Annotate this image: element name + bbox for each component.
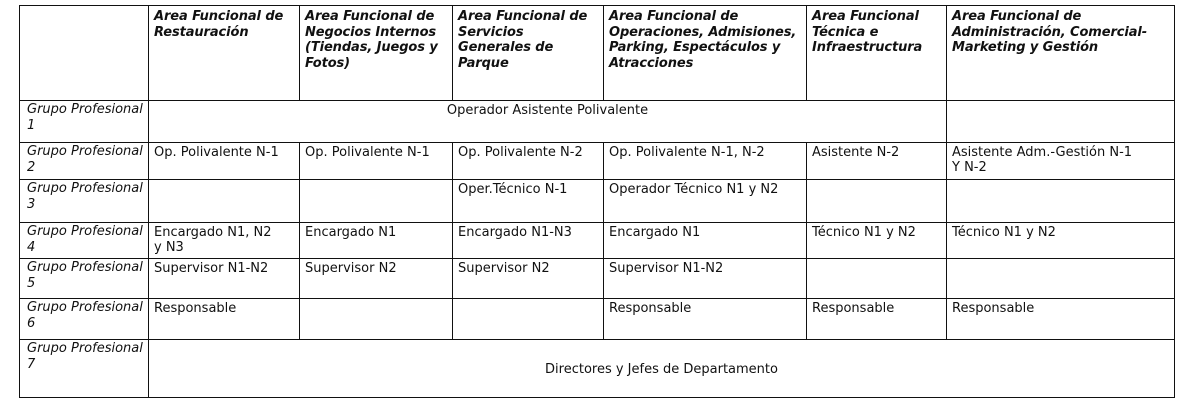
header-negocios-internos: Area Funcional de Negocios Internos (Tiendas, Juegos y Fotos): [300, 6, 453, 101]
group-5-servicios-cell: Supervisor N2: [453, 259, 604, 299]
group-6-tecnica-cell: Responsable: [807, 299, 947, 340]
header-administracion: Area Funcional de Administración, Comercial-Marketing y Gestión: [947, 6, 1175, 101]
group-4-admin-cell: Técnico N1 y N2: [947, 223, 1175, 259]
professional-groups-table: [19, 5, 1175, 398]
group-label-3: Grupo Profesional 3: [20, 180, 149, 223]
group-2-admin-cell: Asistente Adm.-Gestión N-1 Y N-2: [947, 143, 1175, 180]
group-3-admin-cell: [947, 180, 1175, 223]
group-3-operaciones-cell: Operador Técnico N1 y N2: [604, 180, 807, 223]
table-row-group-1: [20, 101, 1175, 143]
group-6-restauracion-cell: Responsable: [149, 299, 300, 340]
group-6-operaciones-cell: Responsable: [604, 299, 807, 340]
header-restauracion: Area Funcional de Restauración: [149, 6, 300, 101]
group-2-restauracion-cell: Op. Polivalente N-1: [149, 143, 300, 180]
group-4-operaciones-cell: Encargado N1: [604, 223, 807, 259]
group-label-7: Grupo Profesional 7: [20, 340, 149, 398]
group-2-tecnica-cell: Asistente N-2: [807, 143, 947, 180]
header-servicios-generales: Area Funcional de Servicios Generales de Parque: [453, 6, 604, 101]
header-operaciones: Area Funcional de Operaciones, Admisiones, Parking, Espectáculos y Atracciones: [604, 6, 807, 101]
group-4-servicios-cell: Encargado N1-N3: [453, 223, 604, 259]
group-6-negocios-cell: [300, 299, 453, 340]
table-row-group-5: [20, 259, 1175, 299]
group-7-span-cell: Directores y Jefes de Departamento: [149, 340, 1175, 398]
group-3-restauracion-cell: [149, 180, 300, 223]
group-2-negocios-cell: Op. Polivalente N-1: [300, 143, 453, 180]
table-row-group-7: [20, 340, 1175, 398]
table-row-group-2: [20, 143, 1175, 180]
group-5-negocios-cell: Supervisor N2: [300, 259, 453, 299]
group-4-tecnica-cell: Técnico N1 y N2: [807, 223, 947, 259]
group-4-restauracion-cell: Encargado N1, N2 y N3: [149, 223, 300, 259]
group-label-6: Grupo Profesional 6: [20, 299, 149, 340]
group-1-span-cell: Operador Asistente Polivalente: [149, 101, 947, 143]
group-label-2: Grupo Profesional 2: [20, 143, 149, 180]
group-5-restauracion-cell: Supervisor N1-N2: [149, 259, 300, 299]
group-5-operaciones-cell: Supervisor N1-N2: [604, 259, 807, 299]
group-1-admin-cell: [947, 101, 1175, 143]
header-tecnica: Area Funcional Técnica e Infraestructura: [807, 6, 947, 101]
group-label-5: Grupo Profesional 5: [20, 259, 149, 299]
table-row-group-3: [20, 180, 1175, 223]
table-row-group-6: [20, 299, 1175, 340]
group-6-servicios-cell: [453, 299, 604, 340]
group-4-negocios-cell: Encargado N1: [300, 223, 453, 259]
group-5-tecnica-cell: [807, 259, 947, 299]
table-row-group-4: [20, 223, 1175, 259]
group-3-negocios-cell: [300, 180, 453, 223]
group-2-servicios-cell: Op. Polivalente N-2: [453, 143, 604, 180]
group-3-servicios-cell: Oper.Técnico N-1: [453, 180, 604, 223]
header-corner-cell: [20, 6, 149, 101]
group-3-tecnica-cell: [807, 180, 947, 223]
header-row: [20, 6, 1175, 101]
group-6-admin-cell: Responsable: [947, 299, 1175, 340]
group-5-admin-cell: [947, 259, 1175, 299]
group-label-4: Grupo Profesional 4: [20, 223, 149, 259]
group-label-1: Grupo Profesional 1: [20, 101, 149, 143]
group-2-operaciones-cell: Op. Polivalente N-1, N-2: [604, 143, 807, 180]
